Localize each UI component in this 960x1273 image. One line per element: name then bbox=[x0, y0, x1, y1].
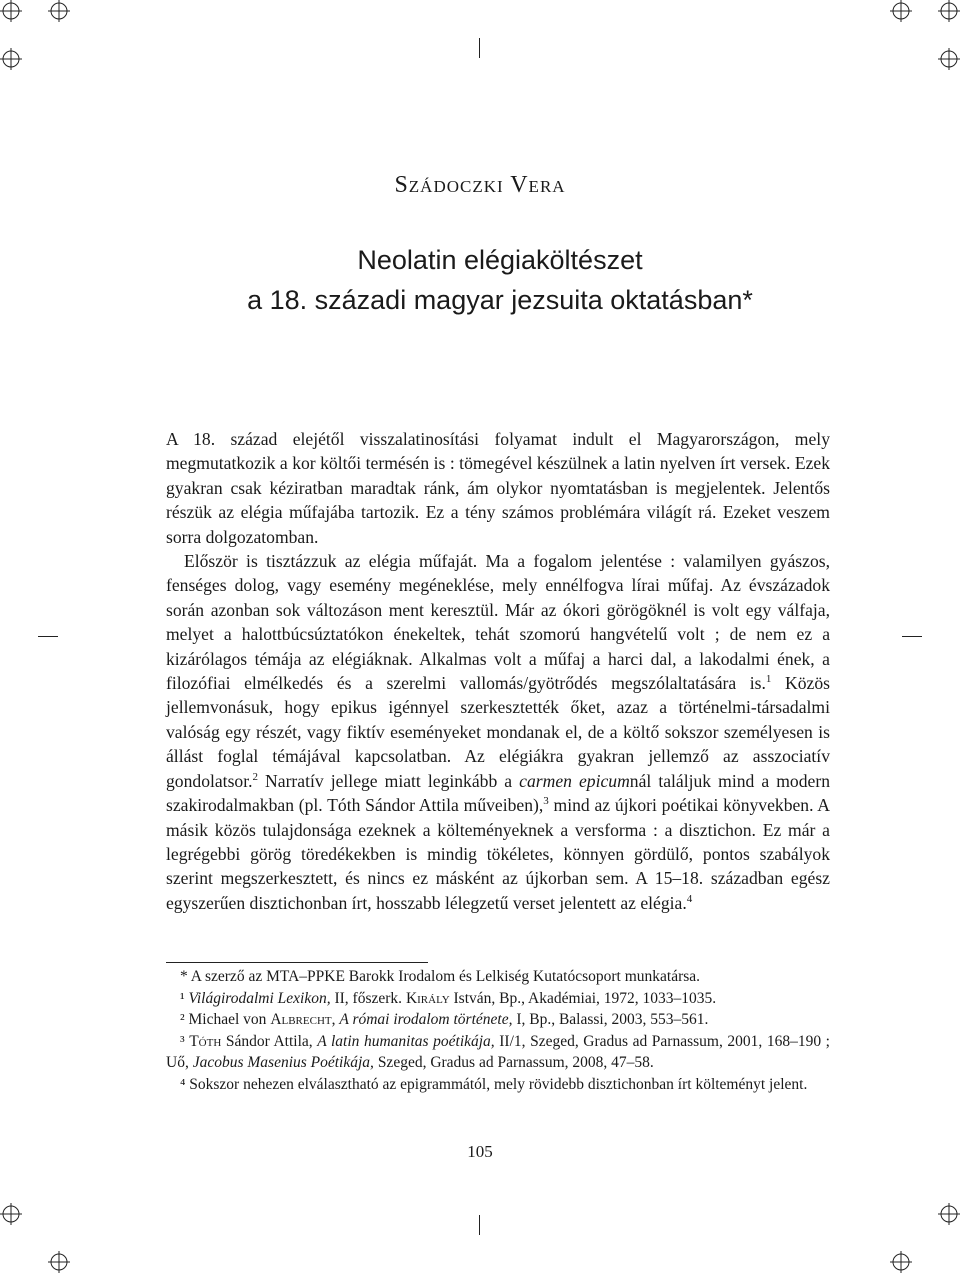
registration-mark-lower-right bbox=[938, 1203, 960, 1225]
registration-mark-top-inner-left bbox=[48, 0, 70, 22]
registration-mark-bottom-right bbox=[890, 1251, 912, 1273]
registration-mark-top-right bbox=[938, 0, 960, 22]
title-line-1: Neolatin elégiaköltészet bbox=[357, 245, 643, 275]
author-name: Szádoczki Vera bbox=[394, 172, 566, 198]
footnote-3: ³ Tóth Sándor Attila, A latin humanitas poétikája, II/1, Szeged, Gradus ad Parnassum, 2001, 168–190 ; Uő, Jacobus Masenius Poétikája, Szeged, Gradus ad Parnassum, 2008, 47–58. bbox=[166, 1032, 830, 1071]
footnote-2: ² Michael von Albrecht, A római irodalom története, I, Bp., Balassi, 2003, 553–561. bbox=[180, 1011, 709, 1028]
title-line-2: a 18. századi magyar jezsuita oktatásban* bbox=[247, 285, 753, 315]
article-title bbox=[120, 240, 880, 320]
footnote-1: ¹ Világirodalmi Lexikon, II, főszerk. Király István, Bp., Akadémiai, 1972, 1033–1035. bbox=[180, 989, 717, 1007]
paragraph-2: Először is tisztázzuk az elégia műfaját. Ma a fogalom jelentése : valamilyen gyászos, fenséges dolog, vagy esemény megéneklése, mely ennélfogva lírai műfaj. Az évszázadok során azonban sok változáson ment keresztül. Már az ókori görögöknél is volt egy válfaja, melyet a halottbúcsúztatókon énekeltek, tehát szomorú hangvételű volt ; de nem ez a kizárólagos témája az elégiáknak. Alkalmas volt a műfaj a harci dal, a lakodalmi ének, a filozófiai elmélkedés és a szerelmi vallomás/gyötrődés megszólaltatására is.$^1$ Közös jellemvonásuk, hogy epikus igénnyel szerkesztették őket, azaz a történelmi-társadalmi valóság egy részét, vagy fiktív eseményeket mondanak el, de a költő sokszor személyesen is állást foglal témájával kapcsolatban. Az elégiákra gyakran jellemző az asszociatív gondolatsor.$^2$ Narratív jellege miatt leginkább a carmen epicumnál találjuk mind a modern szakirodalmakban (pl. Tóth Sándor Attila műveiben),$^3$ mind az újkori poétikai könyvekben. A másik közös tulajdonsága ezeknek a költeményeknek a versforma : a disztichon. Ez már a legrégebbi görög töredékekben is mindig tökéletes, könnyen gördülő, pontos szabályok szerint megszerkesztett, és nincs ez másként az újkorban sem. A 15–18. században egész egyszerűen disztichonban írt, hosszabb lélegzetű verset jelentett az elégia.$^4$ bbox=[166, 551, 831, 913]
crop-tick-top-center bbox=[479, 38, 480, 58]
footnote-star: * A szerző az MTA–PPKE Barokk Irodalom és Lelkiség Kutatócsoport munkatársa. bbox=[180, 968, 701, 985]
registration-mark-upper-right bbox=[938, 48, 960, 70]
registration-mark-top-left bbox=[0, 0, 22, 22]
footnote-ref-1: 1 bbox=[765, 673, 772, 686]
paragraph-1: A 18. század elejétől visszalatinosítási folyamat indult el Magyarországon, mely megmutatkozik a kor költői termésén is : tömegével készülnek a latin nyelven írt versek. Ezek gyakran csak kéziratban maradtak ránk, ám olykor nyomtatásban is megjelentek. Jelentős részük az elégia műfajába tartozik. Ez a tény számos problémára világít rá. Ezeket veszem sorra dolgozatomban. bbox=[166, 429, 830, 547]
footnote-ref-3: 3 bbox=[543, 795, 549, 808]
registration-mark-upper-left bbox=[0, 48, 22, 70]
registration-mark-lower-left bbox=[0, 1203, 22, 1225]
crop-tick-bottom-center bbox=[479, 1215, 480, 1235]
footnote-divider bbox=[166, 962, 428, 963]
footnote-4: ⁴ Sokszor nehezen elválasztható az epigrammától, mely rövidebb disztichonban írt költeményt jelent. bbox=[180, 1075, 808, 1093]
crop-tick-right-middle bbox=[902, 636, 922, 637]
footnote-ref-2: 2 bbox=[252, 770, 258, 783]
page-number: 105 bbox=[467, 1142, 493, 1161]
footnotes bbox=[166, 966, 830, 1095]
registration-mark-top-inner-right bbox=[890, 0, 912, 22]
crop-tick-left-middle bbox=[38, 636, 58, 637]
registration-mark-bottom-left bbox=[48, 1251, 70, 1273]
article-body bbox=[166, 427, 830, 915]
footnote-ref-4: 4 bbox=[686, 892, 693, 905]
